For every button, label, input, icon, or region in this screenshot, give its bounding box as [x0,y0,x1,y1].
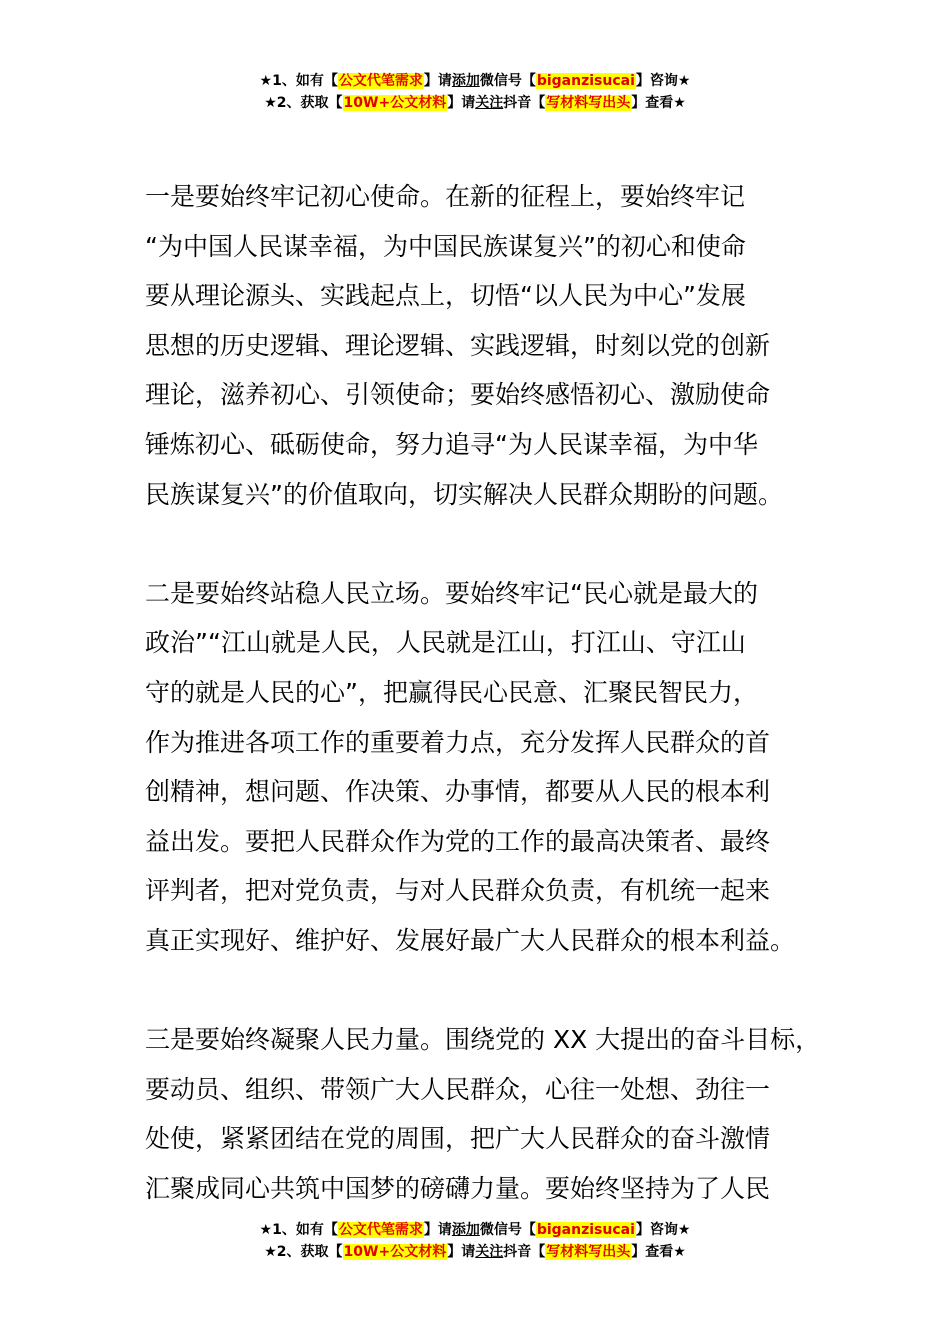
text-line: 益出发。要把人民群众作为党的工作的最高决策者、最终 [145,826,771,856]
highlight-materials: 10W+公文材料 [343,1244,447,1260]
star-icon: ★ [264,95,277,111]
text-line: 真正实现好、维护好、发展好最广大人民群众的根本利益。 [145,925,796,955]
star-icon: ★ [264,1244,277,1260]
header-banner [0,70,950,114]
text-line: 要从理论源头、实践起点上，切悟“以人民为中心”发展 [145,281,746,311]
banner-text: 2、获取【 [276,95,343,111]
text-line: 政治”“江山就是人民，人民就是江山，打江山、守江山 [145,628,746,658]
banner-text: 】咨询 [635,1222,678,1238]
paragraph-2 [145,569,835,966]
banner-text: 】咨询 [635,73,678,89]
banner-text: 】请 [423,73,452,89]
banner-text: 】查看 [631,95,674,111]
star-icon: ★ [259,73,273,89]
banner-text: 1、如有【 [272,73,338,89]
text-line: 创精神，想问题、作决策、办事情，都要从人民的根本利 [145,777,771,807]
text-line: 处使，紧紧团结在党的周围，把广大人民群众的奋斗激情 [145,1124,771,1154]
highlight-materials: 10W+公文材料 [343,95,447,111]
footer-banner-line-1 [0,1219,950,1241]
header-banner-line-1 [0,70,950,92]
text-line: 要动员、组织、带领广大人民群众，心往一处想、劲往一 [145,1074,771,1104]
underlined-text: 添加 [451,1222,480,1238]
highlight-douyin: 写材料写出头 [546,1244,631,1260]
banner-text: 2、获取【 [276,1244,343,1260]
document-body [145,172,835,1263]
text-line: 作为推进各项工作的重要着力点，充分发挥人民群众的首 [145,727,771,757]
text-line: 一是要始终牢记初心使命。在新的征程上，要始终牢记 [145,182,746,211]
banner-text: 】请 [447,1244,476,1260]
text-line: 守的就是人民的心”，把赢得民心民意、汇聚民智民力， [145,677,758,707]
highlight-service: 公文代笔需求 [338,73,423,89]
text-line: 汇聚成同心共筑中国梦的磅礴力量。要始终坚持为了人民 [145,1173,771,1203]
banner-text: 微信号【 [479,73,536,89]
paragraph-1 [145,172,835,519]
highlight-douyin: 写材料写出头 [546,95,631,111]
star-icon: ★ [673,95,686,111]
text-line: 三是要始终凝聚人民力量。围绕党的 XX 大提出的奋斗目标， [145,1025,821,1055]
underlined-text: 添加 [451,73,480,89]
text-line: 锤炼初心、砥砺使命，努力追寻“为人民谋幸福，为中华 [145,429,758,459]
banner-text: 】查看 [631,1244,674,1260]
banner-text: 抖音【 [503,95,546,111]
highlight-wechat-id: biganzisucai [536,1222,635,1238]
text-line: 二是要始终站稳人民立场。要始终牢记“民心就是最大的 [145,578,758,608]
banner-text: 】请 [423,1222,452,1238]
banner-text: 1、如有【 [272,1222,338,1238]
paragraph-3 [145,1015,835,1213]
star-icon: ★ [259,1222,273,1238]
star-icon: ★ [677,73,691,89]
banner-text: 微信号【 [479,1222,536,1238]
text-line: 思想的历史逻辑、理论逻辑、实践逻辑，时刻以党的创新 [145,330,771,360]
text-line: 民族谋复兴”的价值取向，切实解决人民群众期盼的问题。 [145,479,783,509]
underlined-text: 关注 [475,1244,504,1260]
header-banner-line-2 [0,92,950,114]
underlined-text: 关注 [475,95,504,111]
text-line: 理论，滋养初心、引领使命；要始终感悟初心、激励使命 [145,380,771,410]
text-line: “为中国人民谋幸福，为中国民族谋复兴”的初心和使命 [145,231,746,261]
star-icon: ★ [677,1222,691,1238]
text-line: 评判者，把对党负责，与对人民群众负责，有机统一起来 [145,876,771,906]
footer-banner [0,1219,950,1263]
highlight-wechat-id: biganzisucai [536,73,635,89]
banner-text: 】请 [447,95,476,111]
star-icon: ★ [673,1244,686,1260]
footer-banner-line-2 [0,1241,950,1263]
highlight-service: 公文代笔需求 [338,1222,423,1238]
banner-text: 抖音【 [503,1244,546,1260]
